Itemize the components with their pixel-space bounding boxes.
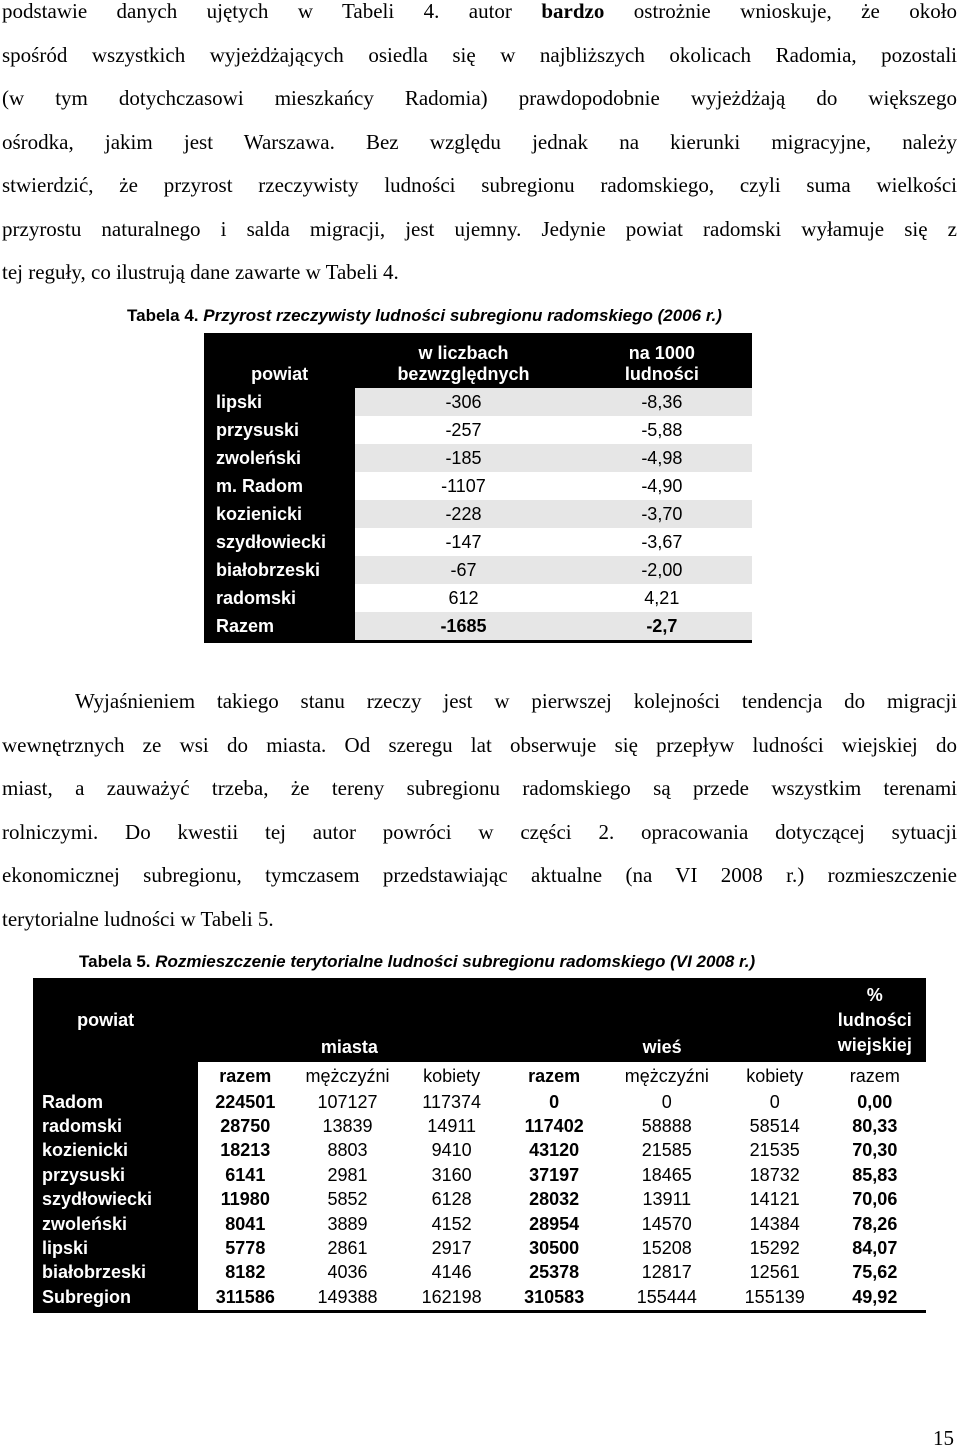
table5-row-label: lipski [33, 1236, 198, 1260]
table5-cell: 155444 [608, 1285, 726, 1311]
table5-cell: 12561 [749, 1262, 800, 1283]
paragraph-1 [2, 0, 957, 295]
table4-row [204, 416, 752, 444]
table4-row [204, 388, 752, 416]
table5-caption: Tabela 5. Rozmieszczenie terytorialne ludności subregionu radomskiego (VI 2008 r.) [79, 952, 756, 971]
table5-row-label: Subregion [33, 1285, 198, 1311]
table5-sub-header: kobiety [746, 1065, 804, 1086]
table5-cell: 162198 [403, 1285, 501, 1311]
text-line: podstawie danych ujętych w Tabeli 4. autor bardzo ostrożnie wnioskuje, że około [2, 0, 958, 23]
table4 [204, 333, 752, 643]
table5-row [33, 1114, 926, 1138]
table5-row [33, 1236, 926, 1260]
table4-cell: -257 [445, 419, 482, 440]
table4-row-label: m. Radom [204, 472, 355, 500]
table5-cell: 6128 [431, 1189, 472, 1210]
table4-cell: -5,88 [641, 419, 683, 440]
table5-cell: 30500 [529, 1238, 580, 1259]
text-line: rolniczymi. Do kwestii tej autor powróci w części 2. opracowania dotyczącej sytuacji [2, 819, 957, 844]
table4-row [204, 584, 752, 612]
table5-cell: 149388 [292, 1285, 402, 1311]
table5-cell: 28750 [220, 1116, 271, 1137]
table4-row-label: szydłowiecki [204, 528, 355, 556]
table5-cell: 15292 [749, 1238, 800, 1259]
text-line: spośród wszystkich wyjeżdżających osiedla się w najbliższych okolicach Radomia, pozostali [2, 42, 957, 67]
table5-cell: 3160 [431, 1164, 472, 1185]
page-number: 15 [933, 1426, 954, 1450]
table5-sub-header: razem [849, 1065, 900, 1086]
table4-cell: -4,90 [641, 475, 683, 496]
table5-cell: 4146 [431, 1262, 472, 1283]
table5-cell: 14911 [427, 1116, 477, 1137]
table5-cell: 8041 [225, 1213, 266, 1234]
table4-row-label: przysuski [204, 416, 355, 444]
table5-cell: 310583 [501, 1285, 608, 1311]
table5-sub-header: razem [528, 1065, 581, 1086]
table4-row [204, 528, 752, 556]
table5-cell: 4152 [431, 1213, 472, 1234]
table5-cell: 58888 [641, 1116, 692, 1137]
table4-cell: -3,70 [572, 500, 752, 528]
table5-cell: 5778 [225, 1238, 266, 1259]
table5-cell: 75,62 [852, 1262, 898, 1283]
table5-cell: 2981 [327, 1164, 368, 1185]
table5-cell: 84,07 [852, 1238, 898, 1259]
table5-cell: 21585 [641, 1140, 692, 1161]
text-line: terytorialne ludności w Tabeli 5. [2, 906, 274, 931]
table5-header-wies: wieś [501, 978, 824, 1062]
table4-row [204, 444, 752, 472]
table5-cell: 28032 [529, 1189, 580, 1210]
table4-header-row [204, 333, 752, 388]
table5-cell: 21535 [749, 1140, 800, 1161]
table5-cell: 8803 [327, 1140, 368, 1161]
table4-header-absolute: w liczbach bezwzględnych [355, 333, 571, 388]
table4-row [204, 612, 752, 642]
table5-header-percent-rural: % ludności wiejskiej [824, 978, 926, 1062]
table5-sub-header-blank [33, 1062, 198, 1090]
table5-cell: 8182 [225, 1262, 266, 1283]
table5-cell: 43120 [529, 1140, 580, 1161]
table5-cell: 2861 [327, 1238, 368, 1259]
text-line: miast, a zauważyć trzeba, że tereny subregionu radomskiego są przede wszystkim terenami [2, 776, 957, 800]
table4-row [204, 556, 752, 584]
text-line: (w tym dotychczasowi mieszkańcy Radomia) prawdopodobnie wyjeżdżają do większego [2, 86, 957, 110]
table5-cell: 0 [769, 1091, 780, 1112]
table4-cell: -4,98 [572, 444, 752, 472]
text-line: Wyjaśnieniem takiego stanu rzeczy jest w pierwszej kolejności tendencja do migracji [75, 689, 957, 713]
table5-row [33, 1261, 926, 1285]
table5-cell: 37197 [529, 1164, 580, 1185]
table5-row [33, 1212, 926, 1236]
table5-sub-header: mężczyźni [305, 1065, 390, 1086]
table5-row-label: szydłowiecki [33, 1188, 198, 1212]
text-line: ośrodka, jakim jest Warszawa. Bez względu jednak na kierunki migracyjne, należy [2, 129, 957, 154]
table5-header-powiat: powiat [33, 978, 198, 1062]
table4-caption: Tabela 4. Przyrost rzeczywisty ludności subregionu radomskiego (2006 r.) [127, 306, 722, 325]
table5-row-label: kozienicki [33, 1139, 198, 1163]
table4-row-label: lipski [204, 388, 355, 416]
table5-cell: 18213 [220, 1140, 271, 1161]
table5-cell: 0 [661, 1091, 672, 1112]
table4-row-label: białobrzeski [204, 556, 355, 584]
table5-row [33, 1090, 926, 1114]
table5-cell: 117374 [422, 1091, 482, 1112]
table5-sub-header: razem [219, 1065, 272, 1086]
text-line: tej reguły, co ilustrują dane zawarte w Tabeli 4. [2, 260, 399, 284]
table4-row-label: Razem [204, 612, 355, 642]
table5-cell: 6141 [225, 1164, 266, 1185]
table5-cell: 25378 [529, 1262, 580, 1283]
table4-cell: -3,67 [641, 531, 683, 552]
table5-cell: 58514 [749, 1116, 800, 1137]
table5 [33, 978, 926, 1313]
table5-row [33, 1285, 926, 1311]
table5-group-header-row [33, 978, 926, 1062]
table5-sub-header-row [33, 1062, 926, 1090]
table5-row-label: radomski [33, 1114, 198, 1138]
table5-cell: 224501 [215, 1091, 276, 1112]
table5-cell: 15208 [641, 1238, 692, 1259]
table5-cell: 70,30 [852, 1140, 898, 1161]
table5-row-label: Radom [33, 1090, 198, 1114]
table4-row-label: zwoleński [204, 444, 355, 472]
table5-cell: 107127 [317, 1091, 378, 1112]
table4-cell: -2,00 [572, 556, 752, 584]
table5-row-label: przysuski [33, 1163, 198, 1187]
paragraph-2 [2, 680, 957, 941]
table5-cell: 4036 [327, 1262, 368, 1283]
table5-row [33, 1139, 926, 1163]
table5-cell: 9410 [431, 1140, 472, 1161]
table4-cell: -1685 [355, 612, 571, 642]
table5-cell: 117402 [524, 1116, 584, 1137]
table5-sub-header: kobiety [423, 1065, 481, 1086]
text-line: stwierdzić, że przyrost rzeczywisty ludności subregionu radomskiego, czyli suma wielkości [2, 173, 957, 197]
text-line: przyrostu naturalnego i salda migracji, jest ujemny. Jedynie powiat radomski wyłamuje się z [2, 216, 957, 241]
table5-cell: 3889 [327, 1213, 368, 1234]
table5-row-label: białobrzeski [33, 1261, 198, 1285]
table4-row [204, 472, 752, 500]
table4-header-powiat: powiat [204, 333, 355, 388]
table5-cell: 85,83 [852, 1164, 898, 1185]
table5-cell: 5852 [327, 1189, 368, 1210]
table5-cell: 13839 [322, 1116, 373, 1137]
table4-cell: -67 [355, 556, 571, 584]
table5-cell: 18465 [641, 1164, 692, 1185]
table5-cell: 13911 [642, 1189, 692, 1210]
text-line: wewnętrznych ze wsi do miasta. Od szeregu lat obserwuje się przepływ ludności wiejskiej do [2, 732, 957, 757]
table4-row-label: kozienicki [204, 500, 355, 528]
table4-row-label: radomski [204, 584, 355, 612]
table5-cell: 14121 [749, 1189, 800, 1210]
table5-cell: 0 [549, 1091, 560, 1112]
table4-cell: -306 [355, 388, 571, 416]
table4-header-per1000: na 1000 ludności [572, 333, 752, 388]
table4-cell: -8,36 [572, 388, 752, 416]
table4-cell: -2,7 [572, 612, 752, 642]
table5-cell: 18732 [749, 1164, 800, 1185]
table5-cell: 80,33 [852, 1116, 898, 1137]
table5-cell: 28954 [529, 1213, 580, 1234]
table5-row [33, 1188, 926, 1212]
table5-cell: 2917 [431, 1238, 472, 1259]
table5-cell: 14570 [641, 1213, 692, 1234]
table5-row-label: zwoleński [33, 1212, 198, 1236]
table5-cell: 155139 [726, 1285, 824, 1311]
text-line: ekonomicznej subregionu, tymczasem przedstawiając aktualne (na VI 2008 r.) rozmieszczenie [2, 863, 957, 887]
table5-cell: 14384 [749, 1213, 800, 1234]
table4-cell: -147 [445, 531, 482, 552]
table5-header-miasta: miasta [198, 978, 500, 1062]
table4-cell: -185 [355, 444, 571, 472]
table5-cell: 11980 [220, 1189, 270, 1210]
table5-cell: 0,00 [857, 1091, 893, 1112]
table5-cell: 12817 [641, 1262, 692, 1283]
table5-cell: 49,92 [824, 1285, 926, 1311]
table4-cell: 4,21 [644, 587, 680, 608]
table5-cell: 78,26 [852, 1213, 898, 1234]
table4-row [204, 500, 752, 528]
table4-cell: -228 [355, 500, 571, 528]
table5-cell: 70,06 [852, 1189, 898, 1210]
table5-row [33, 1163, 926, 1187]
table5-sub-header: mężczyźni [624, 1065, 709, 1086]
table4-cell: -1107 [441, 475, 486, 496]
table5-cell: 311586 [198, 1285, 292, 1311]
table4-cell: 612 [448, 587, 479, 608]
